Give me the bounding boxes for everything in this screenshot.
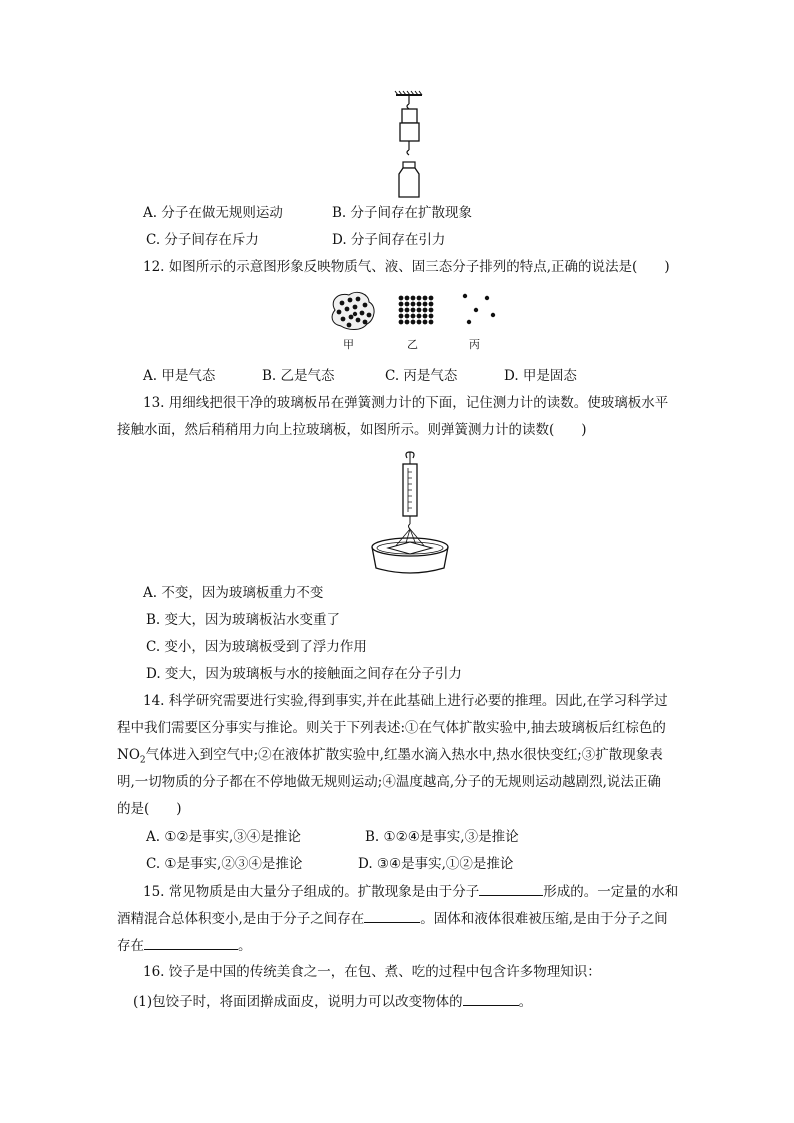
q12-option-b: B. 乙是气态 [262,368,335,384]
q16-stem: 16. 饺子是中国的传统美食之一，在包、煮、吃的过程中包含许多物理知识： [143,964,601,980]
q15-line1 [143,881,678,902]
q14-option-d: D. ③④是事实,①②是推论 [358,856,514,872]
q14-option-c: C. ①是事实,②③④是推论 [146,856,303,872]
q13-option-b: B. 变大，因为玻璃板沾水变重了 [146,612,341,628]
answer-blank-1[interactable] [479,881,543,896]
q11-option-b: B. 分子间存在扩散现象 [332,205,473,221]
q14-option-b: B. ①②④是事实,③是推论 [365,829,519,845]
state-label-yi: 乙 [407,338,418,351]
q14-line2: 程中我们需要区分事实与推论。则关于下列表述:①在气体扩散实验中,抽去玻璃板后红棕色的 [117,720,666,736]
q15-text-2a: 酒精混合总体积变小,是由于分子之间存在 [117,911,365,927]
q14-line3-text: 气体进入到空气中;②在液体扩散实验中,红墨水滴入热水中,热水很快变红;③扩散现象表 [145,747,663,763]
spring-scale-figure [370,450,450,576]
q16-sub1-end: 。 [518,994,533,1010]
q12-option-d: D. 甲是固态 [504,368,577,384]
q14-line3 [117,745,663,771]
q15-text-3b: 。 [238,938,252,954]
q16-sub1-text: (1)包饺子时，将面团擀成面皮，说明力可以改变物体的 [133,994,463,1010]
q14-line5: 的是( ) [117,801,182,817]
q15-text-2b: 。固体和液体很难被压缩,是由于分子之间 [420,911,668,927]
q12-stem: 12. 如图所示的示意图形象反映物质气、液、固三态分子排列的特点,正确的说法是( ) [143,259,670,275]
state-label-jia: 甲 [343,338,354,351]
q15-line3 [117,935,252,956]
q12-option-a: A. 甲是气态 [143,368,216,384]
q13-option-d: D. 变大，因为玻璃板与水的接触面之间存在分子引力 [146,666,462,682]
q15-text-3a: 存在 [117,938,144,954]
q14-line1: 14. 科学研究需要进行实验,得到事实,并在此基础上进行必要的推理。因此,在学习科学过 [143,693,668,709]
q13-option-a: A. 不变，因为玻璃板重力不变 [143,585,324,601]
q12-option-c: C. 丙是气态 [385,368,458,384]
answer-blank-3[interactable] [144,935,238,950]
q11-option-c: C. 分子间存在斥力 [146,232,259,248]
q13-stem-line2: 接触水面，然后稍稍用力向上拉玻璃板，如图所示。则弹簧测力计的读数( ) [117,422,587,438]
q13-stem-line1: 13. 用细线把很干净的玻璃板吊在弹簧测力计的下面，记住测力计的读数。使玻璃板水平 [143,395,669,411]
q15-text-1a: 15. 常见物质是由大量分子组成的。扩散现象是由于分子 [143,884,480,900]
q15-line2 [117,908,668,929]
q14-line4: 明,一切物质的分子都在不停地做无规则运动;④温度越高,分子的无规则运动越剧烈,说法正确 [117,774,661,790]
q13-option-c: C. 变小，因为玻璃板受到了浮力作用 [146,639,367,655]
no2-subscript: 2 [139,755,146,766]
answer-blank-2[interactable] [364,908,420,923]
q11-option-d: D. 分子间存在引力 [332,232,446,248]
q16-sub1 [133,991,532,1012]
q15-text-1b: 形成的。一定量的水和 [543,884,679,900]
q11-option-a: A. 分子在做无规则运动 [143,205,283,221]
answer-blank-4[interactable] [463,991,519,1006]
hanging-blocks-figure [390,90,430,200]
states-of-matter-figure [325,288,505,334]
no2-formula: NO [117,747,140,763]
q14-option-a: A. ①②是事实,③④是推论 [146,829,301,845]
state-label-bing: 丙 [469,338,480,351]
